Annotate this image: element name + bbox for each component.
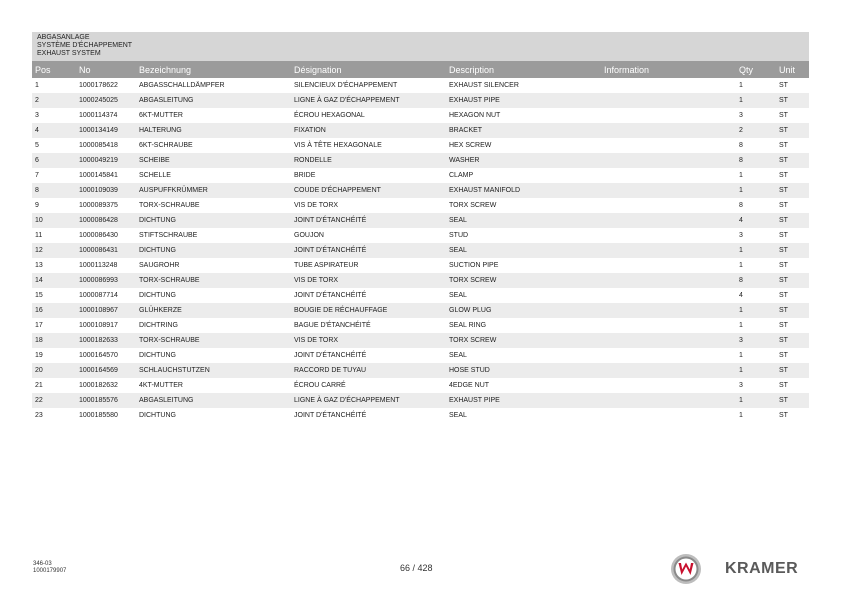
cell-qty: 1 [739,187,743,194]
cell-pos: 7 [35,172,39,179]
cell-qty: 4 [739,217,743,224]
table-row [32,213,809,228]
cell-unit: ST [779,262,788,269]
cell-qty: 8 [739,202,743,209]
cell-en: TORX SCREW [449,337,497,344]
brand-name: KRAMER [725,560,799,577]
cell-qty: 1 [739,262,743,269]
cell-no: 1000185580 [79,412,118,419]
cell-pos: 23 [35,412,43,419]
table-row [32,138,809,153]
cell-qty: 3 [739,232,743,239]
cell-de: DICHTUNG [139,217,176,224]
cell-qty: 4 [739,292,743,299]
cell-fr: JOINT D'ÉTANCHÉITÉ [294,217,367,224]
cell-en: SEAL RING [449,322,487,329]
header-designation: Désignation [294,65,342,75]
table-row [32,303,809,318]
cell-qty: 1 [739,352,743,359]
cell-fr: SILENCIEUX D'ÉCHAPPEMENT [294,82,398,89]
cell-pos: 4 [35,127,39,134]
cell-fr: LIGNE À GAZ D'ÉCHAPPEMENT [294,397,400,404]
cell-unit: ST [779,97,788,104]
parts-table-body [32,78,809,423]
cell-no: 1000109039 [79,187,118,194]
table-row [32,258,809,273]
cell-en: SEAL [449,412,467,419]
doc-reference [33,561,66,575]
cell-unit: ST [779,412,788,419]
cell-qty: 8 [739,277,743,284]
cell-en: TORX SCREW [449,202,497,209]
cell-no: 1000108967 [79,307,118,314]
cell-de: ABGASLEITUNG [139,97,194,104]
cell-en: 4EDGE NUT [449,382,490,389]
cell-unit: ST [779,142,788,149]
header-no: No [79,65,91,75]
cell-en: SEAL [449,352,467,359]
cell-no: 1000145841 [79,172,118,179]
table-row [32,393,809,408]
cell-de: 6KT-MUTTER [139,112,183,119]
cell-en: EXHAUST MANIFOLD [449,187,521,194]
cell-fr: BRIDE [294,172,316,179]
header-unit: Unit [779,65,796,75]
cell-de: DICHTUNG [139,247,176,254]
cell-en: EXHAUST PIPE [449,97,500,104]
cell-fr: VIS DE TORX [294,337,339,344]
cell-de: STIFTSCHRAUBE [139,232,198,239]
cell-pos: 6 [35,157,39,164]
cell-en: GLOW PLUG [449,307,492,314]
cell-fr: JOINT D'ÉTANCHÉITÉ [294,412,367,419]
cell-unit: ST [779,187,788,194]
cell-fr: LIGNE À GAZ D'ÉCHAPPEMENT [294,97,400,104]
cell-de: SCHEIBE [139,157,170,164]
cell-fr: RACCORD DE TUYAU [294,367,367,374]
cell-pos: 19 [35,352,43,359]
cell-unit: ST [779,352,788,359]
cell-qty: 3 [739,382,743,389]
cell-pos: 8 [35,187,39,194]
header-pos: Pos [35,65,51,75]
table-row [32,273,809,288]
kramer-w-logo-icon [670,553,702,585]
cell-pos: 10 [35,217,43,224]
cell-en: HOSE STUD [449,367,490,374]
cell-pos: 22 [35,397,43,404]
table-row [32,108,809,123]
cell-qty: 8 [739,157,743,164]
cell-unit: ST [779,397,788,404]
cell-no: 1000182633 [79,337,118,344]
cell-de: HALTERUNG [139,127,182,134]
cell-en: BRACKET [449,127,483,134]
table-row [32,93,809,108]
cell-de: 4KT-MUTTER [139,382,183,389]
cell-unit: ST [779,217,788,224]
cell-en: WASHER [449,157,480,164]
cell-de: 6KT-SCHRAUBE [139,142,193,149]
cell-de: DICHTUNG [139,292,176,299]
cell-no: 1000245025 [79,97,118,104]
cell-pos: 18 [35,337,43,344]
cell-fr: VIS DE TORX [294,277,339,284]
header-information: Information [604,65,650,75]
cell-de: SCHLAUCHSTUTZEN [139,367,210,374]
cell-de: SAUGROHR [139,262,180,269]
cell-no: 1000086430 [79,232,118,239]
cell-qty: 1 [739,172,743,179]
cell-unit: ST [779,202,788,209]
cell-en: EXHAUST PIPE [449,397,500,404]
cell-unit: ST [779,292,788,299]
cell-no: 1000086428 [79,217,118,224]
section-title-fr: SYSTÈME D'ÉCHAPPEMENT [37,42,133,49]
cell-no: 1000087714 [79,292,118,299]
cell-de: GLÜHKERZE [139,307,182,314]
cell-qty: 1 [739,397,743,404]
cell-qty: 1 [739,97,743,104]
table-row [32,348,809,363]
cell-no: 1000164570 [79,352,118,359]
cell-fr: BAGUE D'ÉTANCHÉITÉ [294,322,371,329]
cell-pos: 5 [35,142,39,149]
cell-no: 1000113248 [79,262,118,269]
table-row [32,228,809,243]
cell-qty: 8 [739,142,743,149]
cell-unit: ST [779,232,788,239]
cell-pos: 3 [35,112,39,119]
cell-de: ABGASSCHALLDÄMPFER [139,82,225,89]
table-row [32,378,809,393]
cell-en: CLAMP [449,172,474,179]
table-row [32,153,809,168]
cell-pos: 12 [35,247,43,254]
cell-de: TORX-SCHRAUBE [139,337,200,344]
cell-no: 1000134149 [79,127,118,134]
cell-no: 1000164569 [79,367,118,374]
cell-qty: 2 [739,127,743,134]
cell-unit: ST [779,112,788,119]
table-row [32,243,809,258]
cell-unit: ST [779,367,788,374]
cell-fr: JOINT D'ÉTANCHÉITÉ [294,292,367,299]
cell-qty: 1 [739,412,743,419]
cell-en: STUD [449,232,469,239]
cell-pos: 1 [35,82,39,89]
table-header [32,61,809,78]
cell-en: SUCTION PIPE [449,262,499,269]
cell-de: SCHELLE [139,172,171,179]
cell-en: TORX SCREW [449,277,497,284]
cell-no: 1000185576 [79,397,118,404]
cell-qty: 1 [739,322,743,329]
cell-fr: VIS À TÊTE HEXAGONALE [294,142,382,149]
cell-pos: 15 [35,292,43,299]
doc-number: 1000179907 [33,568,67,574]
cell-fr: JOINT D'ÉTANCHÉITÉ [294,352,367,359]
cell-de: DICHTUNG [139,352,176,359]
section-title [32,32,809,61]
cell-de: TORX-SCHRAUBE [139,277,200,284]
table-row [32,168,809,183]
cell-unit: ST [779,82,788,89]
cell-qty: 3 [739,112,743,119]
cell-fr: GOUJON [294,232,324,239]
cell-no: 1000086993 [79,277,118,284]
table-row [32,363,809,378]
table-row [32,288,809,303]
doc-code: 346-03 [33,561,52,567]
cell-fr: VIS DE TORX [294,202,339,209]
cell-de: AUSPUFFKRÜMMER [139,187,208,194]
cell-unit: ST [779,277,788,284]
cell-fr: FIXATION [294,127,326,134]
cell-en: HEX SCREW [449,142,492,149]
section-title-de: ABGASANLAGE [37,34,90,41]
section-title-en: EXHAUST SYSTEM [37,50,101,57]
page-number: 66 / 428 [400,563,433,573]
cell-unit: ST [779,307,788,314]
header-bezeichnung: Bezeichnung [139,65,192,75]
table-row [32,183,809,198]
cell-fr: ÉCROU CARRÉ [294,382,346,389]
cell-unit: ST [779,157,788,164]
cell-unit: ST [779,322,788,329]
cell-fr: RONDELLE [294,157,332,164]
cell-pos: 21 [35,382,43,389]
table-row [32,318,809,333]
cell-pos: 14 [35,277,43,284]
header-qty: Qty [739,65,754,75]
cell-qty: 1 [739,307,743,314]
table-row [32,123,809,138]
cell-unit: ST [779,382,788,389]
cell-pos: 13 [35,262,43,269]
cell-no: 1000178622 [79,82,118,89]
cell-en: SEAL [449,247,467,254]
cell-qty: 1 [739,367,743,374]
cell-unit: ST [779,337,788,344]
cell-unit: ST [779,172,788,179]
cell-no: 1000085418 [79,142,118,149]
cell-no: 1000114374 [79,112,118,119]
cell-no: 1000182632 [79,382,118,389]
cell-pos: 2 [35,97,39,104]
table-row [32,198,809,213]
cell-qty: 1 [739,247,743,254]
cell-en: SEAL [449,217,467,224]
cell-unit: ST [779,247,788,254]
cell-fr: ÉCROU HEXAGONAL [294,112,365,119]
cell-de: DICHTRING [139,322,178,329]
cell-en: SEAL [449,292,467,299]
cell-no: 1000086431 [79,247,118,254]
cell-no: 1000089375 [79,202,118,209]
cell-no: 1000049219 [79,157,118,164]
cell-fr: COUDE D'ÉCHAPPEMENT [294,187,381,194]
cell-pos: 17 [35,322,43,329]
cell-fr: TUBE ASPIRATEUR [294,262,359,269]
table-row [32,78,809,93]
cell-pos: 9 [35,202,39,209]
cell-pos: 11 [35,232,43,239]
cell-de: ABGASLEITUNG [139,397,194,404]
cell-no: 1000108917 [79,322,118,329]
cell-pos: 20 [35,367,43,374]
header-description: Description [449,65,495,75]
cell-unit: ST [779,127,788,134]
cell-pos: 16 [35,307,43,314]
table-row [32,408,809,423]
cell-de: DICHTUNG [139,412,176,419]
cell-fr: BOUGIE DE RÉCHAUFFAGE [294,307,388,314]
cell-qty: 3 [739,337,743,344]
cell-en: HEXAGON NUT [449,112,501,119]
cell-fr: JOINT D'ÉTANCHÉITÉ [294,247,367,254]
cell-qty: 1 [739,82,743,89]
cell-en: EXHAUST SILENCER [449,82,519,89]
cell-de: TORX-SCHRAUBE [139,202,200,209]
table-row [32,333,809,348]
